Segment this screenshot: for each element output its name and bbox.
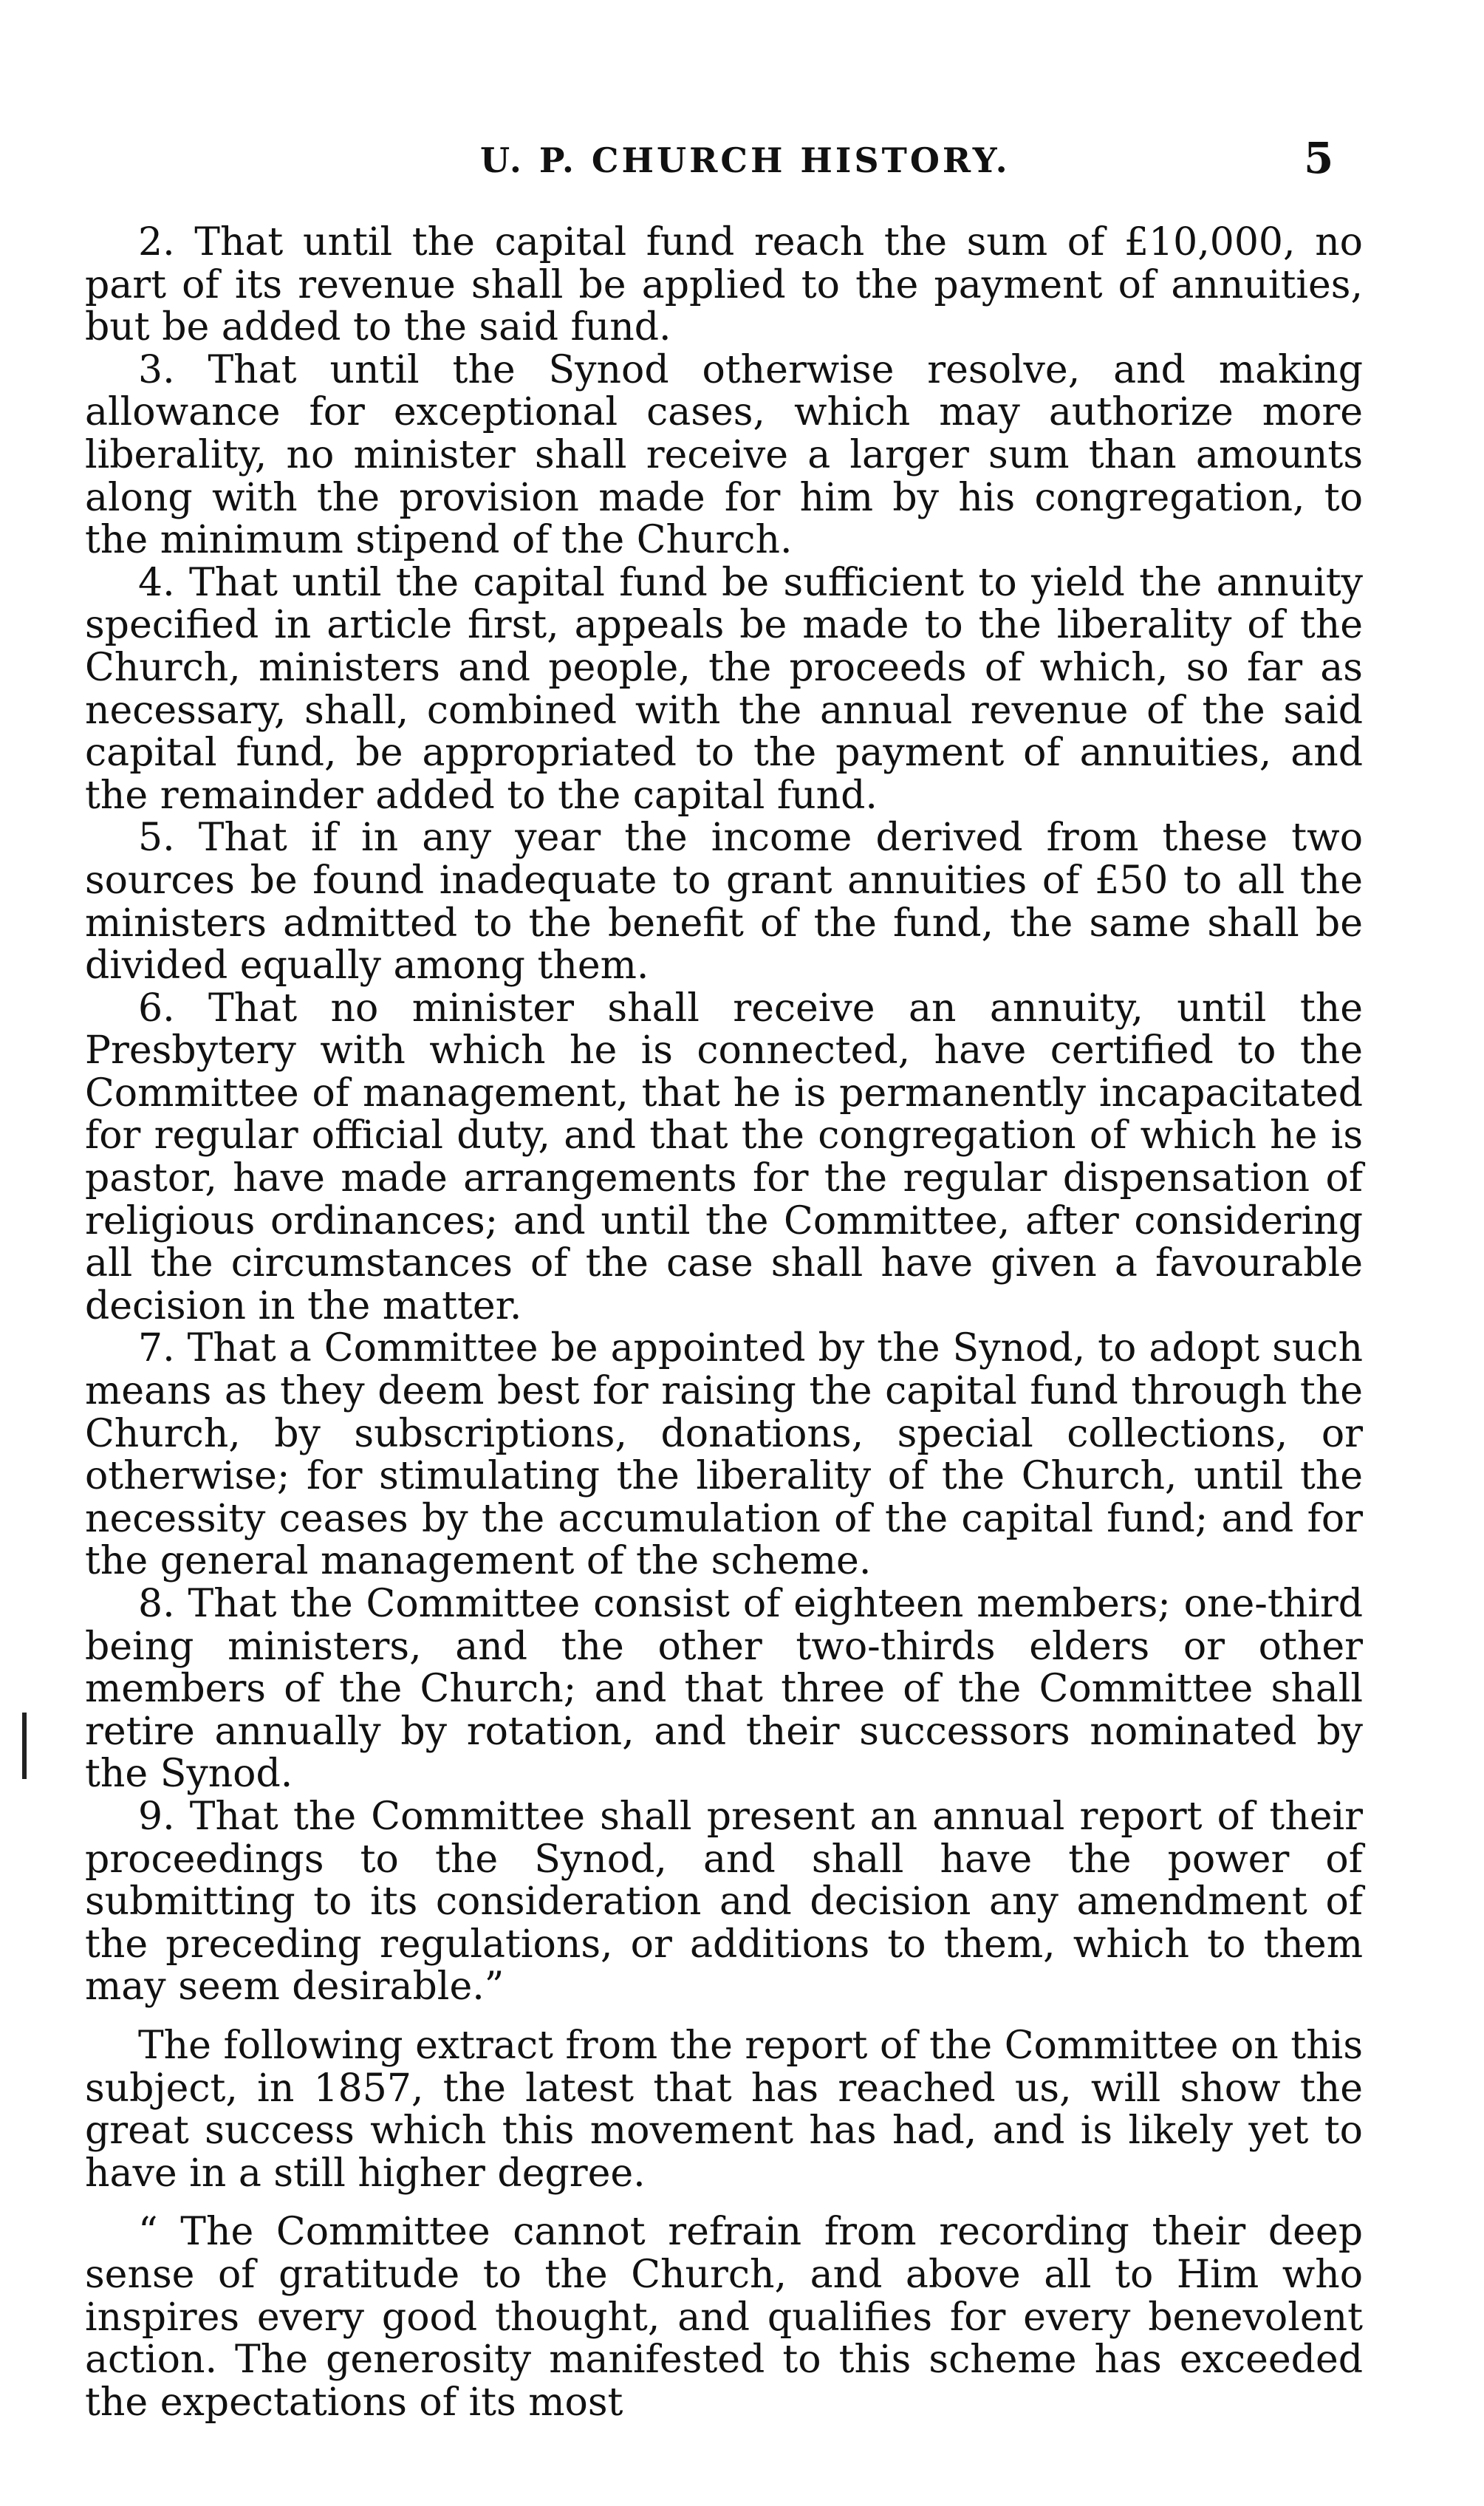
regulation-6: 6. That no minister shall receive an annuity, until the Presbytery with which he is connected, have certified to the Committee of management, that he is permanently incapacitated for regular official duty, and that the congregation of which he is pastor, have made arrangements for the regular dispensation of religious ordinances; and until the Committee, after considering all the circumstances of the case shall have given a favourable decision in the matter. bbox=[85, 986, 1363, 1328]
regulation-3: 3. That until the Synod otherwise resolve, and making allowance for exceptional cases, which may authorize more liberality, no minister shall receive a larger sum than amounts along with the provision made for him by his congregation, to the minimum stipend of the Church. bbox=[85, 347, 1363, 563]
page-number: 5 bbox=[1304, 133, 1334, 183]
body-text bbox=[85, 222, 1363, 2424]
regulation-9: 9. That the Committee shall present an annual report of their proceedings to the Synod, and shall have the power of submitting to its consideration and decision any amendment of the preceding regulations, or additions to them, which to them may seem desirable.” bbox=[85, 1794, 1363, 2010]
regulation-5: 5. That if in any year the income derived from these two sources be found inadequate to grant annuities of £50 to all the ministers admitted to the benefit of the fund, the same shall be divided equally among them. bbox=[85, 816, 1363, 989]
regulation-7: 7. That a Committee be appointed by the Synod, to adopt such means as they deem best for raising the capital fund through the Church, by subscriptions, donations, special collections, or otherwise; for stimulating the liberality of the Church, until the necessity ceases by the accumulation of the capital fund; and for the general management of the scheme. bbox=[85, 1326, 1363, 1584]
margin-line-mark bbox=[22, 1713, 27, 1779]
running-head: U. P. CHURCH HISTORY. bbox=[480, 140, 1011, 180]
extract-intro: The following extract from the report of the Committee on this subject, in 1857, the latest that has reached us, will show the great success which this movement has had, and is likely yet to have in a still higher degree. bbox=[85, 2023, 1363, 2196]
committee-quote: “ The Committee cannot refrain from recording their deep sense of gratitude to the Church, and above all to Him who inspires every good thought, and qualifies for every benevolent action. The generosity manifested to this scheme has exceeded the expectations of its most bbox=[85, 2210, 1363, 2425]
regulation-4: 4. That until the capital fund be sufficient to yield the annuity specified in article first, appeals be made to the liberality of the Church, ministers and people, the proceeds of which, so far as necessary, shall, combined with the annual revenue of the said capital fund, be appropriated to the payment of annuities, and the remainder added to the capital fund. bbox=[85, 560, 1363, 818]
regulation-8: 8. That the Committee consist of eighteen members; one-third being ministers, and the other two-thirds elders or other members of the Church; and that three of the Committee shall retire annually by rotation, and their successors nominated by the Synod. bbox=[85, 1582, 1363, 1797]
regulation-2: 2. That until the capital fund reach the sum of £10,000, no part of its revenue shall be applied to the payment of annuities, but be added to the said fund. bbox=[85, 220, 1363, 350]
